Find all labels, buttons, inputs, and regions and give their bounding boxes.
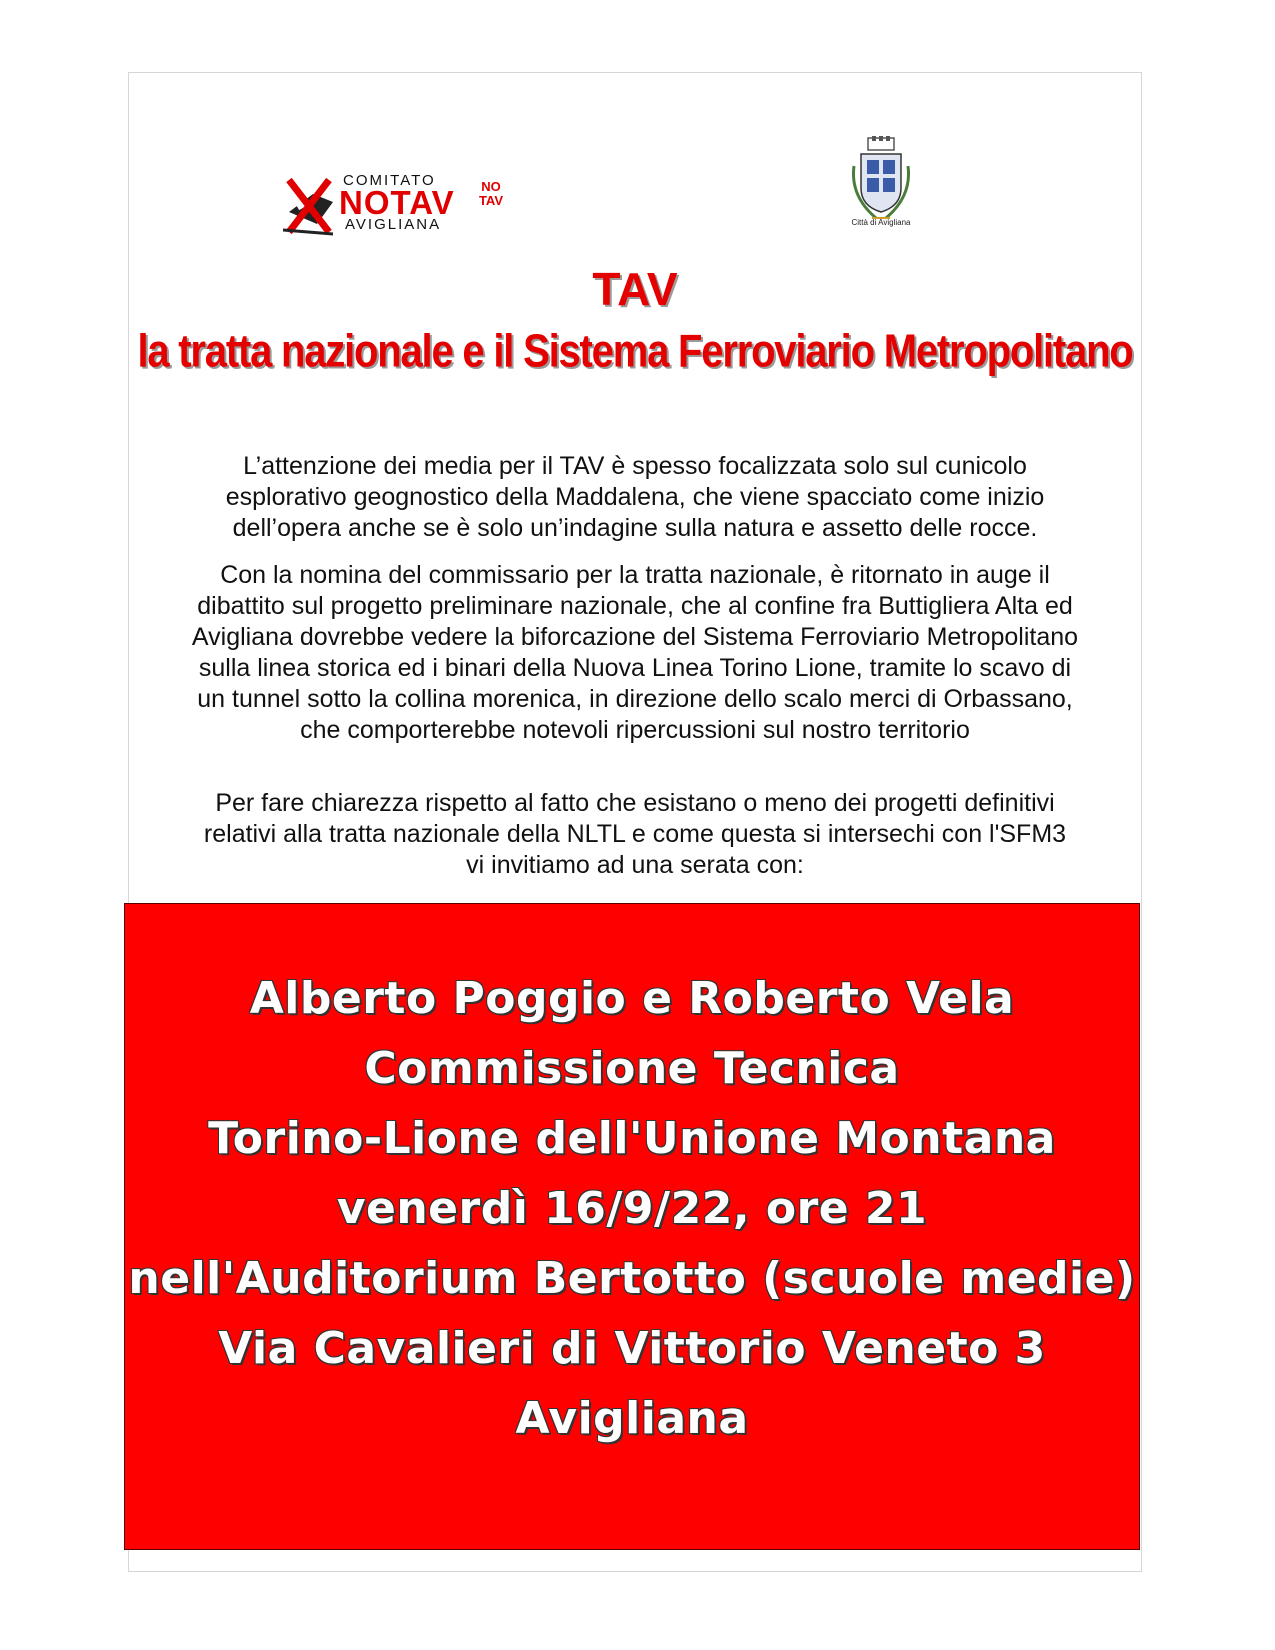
context-line: dibattito sul progetto preliminare nazionale, che al confine fra Buttigliera Alta ed: [197, 592, 1073, 620]
notav-name-text: NOTAV: [339, 184, 455, 221]
event-venue: nell'Auditorium Bertotto (scuole medie): [128, 1253, 1136, 1304]
intro-line: dell’opera anche se è solo un’indagine sulla natura e assetto delle rocce.: [232, 514, 1038, 542]
crest-caption: Città di Avigliana: [851, 218, 911, 227]
notav-committee-logo: [283, 172, 513, 238]
event-speakers: Alberto Poggio e Roberto Vela: [249, 973, 1015, 1024]
event-town: Avigliana: [515, 1393, 749, 1444]
event-role-line1: Commissione Tecnica: [364, 1043, 900, 1094]
event-datetime: venerdì 16/9/22, ore 21: [336, 1183, 928, 1234]
event-details-box: [124, 903, 1140, 1550]
context-line: Con la nomina del commissario per la tratta nazionale, è ritornato in auge il: [220, 561, 1050, 589]
invitation-line: vi invitiamo ad una serata con:: [466, 851, 804, 879]
notav-badge-line2: TAV: [478, 193, 504, 208]
intro-line: esplorativo geognostico della Maddalena, che viene spacciato come inizio: [225, 483, 1045, 511]
invitation-line: Per fare chiarezza rispetto al fatto che esistano o meno dei progetti definitivi: [215, 789, 1055, 817]
notav-badge-icon: [473, 180, 509, 224]
intro-paragraph: [140, 451, 1130, 544]
intro-line: L’attenzione dei media per il TAV è spesso focalizzata solo sul cunicolo: [243, 452, 1027, 480]
invitation-paragraph: [140, 788, 1130, 881]
notav-badge-line1: NO: [481, 179, 501, 194]
invitation-line: relativi alla tratta nazionale della NLTL e come questa si intersechi con l'SFM3: [203, 820, 1067, 848]
event-role-line2: Torino-Lione dell'Unione Montana: [208, 1113, 1056, 1164]
notav-train-icon: [283, 172, 343, 238]
page-title: TAV: [592, 263, 678, 315]
event-address: Via Cavalieri di Vittorio Veneto 3: [218, 1323, 1046, 1374]
context-line: che comporterebbe notevoli ripercussioni sul nostro territorio: [300, 716, 970, 744]
notav-comitato-text: COMITATO: [343, 172, 436, 189]
context-line: un tunnel sotto la collina morenica, in direzione dello scalo merci di Orbassano,: [197, 685, 1073, 713]
notav-city-text: AVIGLIANA: [345, 216, 442, 233]
context-line: sulla linea storica ed i binari della Nuova Linea Torino Lione, tramite lo scavo di: [198, 654, 1072, 682]
page-subtitle: la tratta nazionale e il Sistema Ferroviario Metropolitano: [137, 326, 1133, 377]
context-line: Avigliana dovrebbe vedere la biforcazione del Sistema Ferroviario Metropolitano: [191, 623, 1079, 651]
context-paragraph: [140, 560, 1130, 746]
